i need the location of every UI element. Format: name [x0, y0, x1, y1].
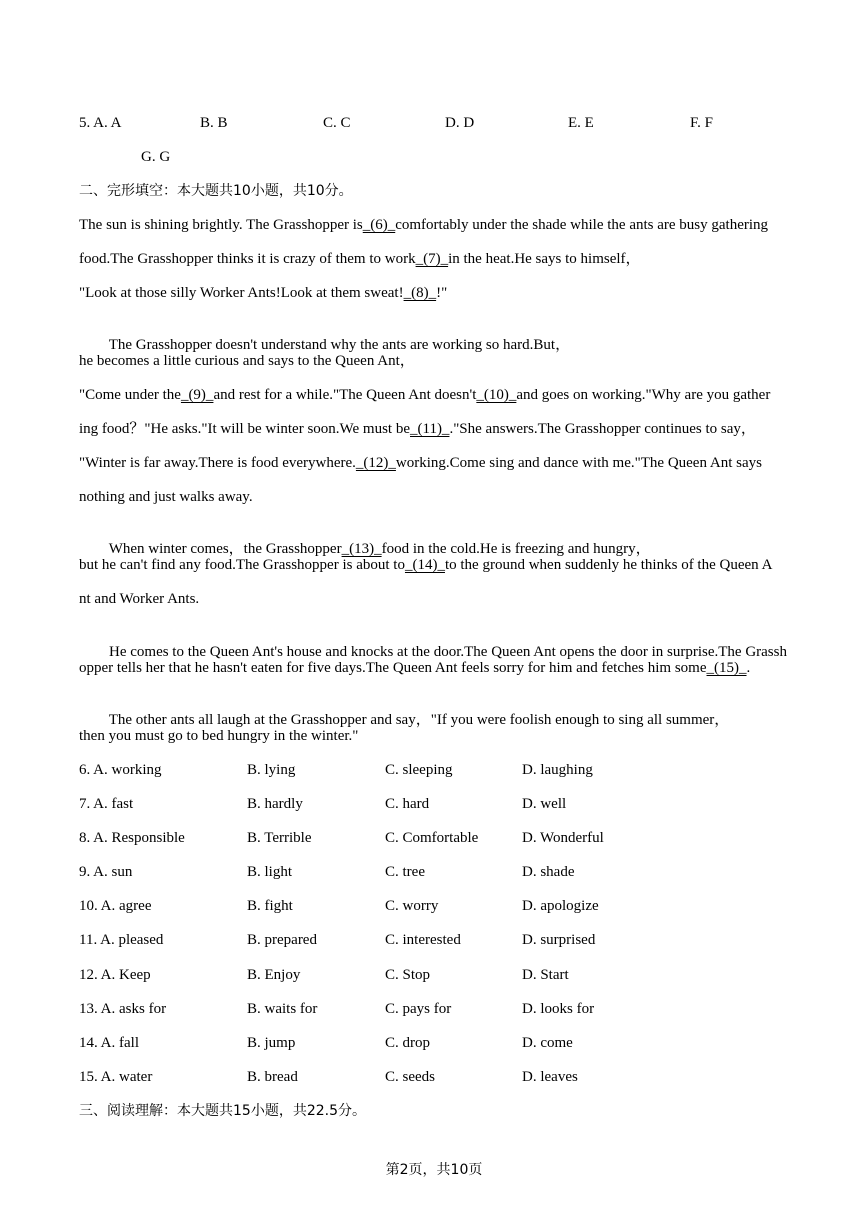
passage-line: When winter comes，the Grasshopper_(13)_food in the cold.He is freezing and hungry， [94, 541, 651, 557]
blank-14: _(14)_ [404, 557, 445, 573]
blank-11: _(11)_ [410, 421, 450, 437]
q5-option-g: G. G [141, 149, 171, 165]
option-b: B. bread [247, 1069, 298, 1085]
option-a: 8. A. Responsible [79, 830, 185, 846]
q5-option-a: 5. A. A [79, 115, 122, 131]
passage-line: The other ants all laugh at the Grasshopper and say，"If you were foolish enough to sing all summer， [94, 712, 730, 728]
option-d: D. leaves [522, 1069, 578, 1085]
blank-7: _(7)_ [415, 251, 449, 267]
passage-line: The sun is shining brightly. The Grasshopper is_(6)_comfortably under the shade while the ants are busy gathering [79, 217, 769, 233]
option-c: C. drop [385, 1035, 430, 1051]
option-a: 6. A. working [79, 762, 162, 778]
blank-6: _(6)_ [362, 217, 396, 233]
option-c: C. interested [385, 932, 461, 948]
q5-option-e: E. E [568, 115, 594, 131]
option-d: D. come [522, 1035, 573, 1051]
passage-line: He comes to the Queen Ant's house and knocks at the door.The Queen Ant opens the door in surprise.The Grassh [94, 644, 787, 660]
option-d: D. apologize [522, 898, 599, 914]
options-row-14 [79, 1034, 799, 1052]
options-row-8 [79, 829, 799, 847]
passage-line: nothing and just walks away. [79, 489, 253, 505]
passage-line: "Come under the_(9)_and rest for a while."The Queen Ant doesn't_(10)_and goes on working."Why are you gather [79, 387, 771, 403]
option-d: D. looks for [522, 1001, 595, 1017]
option-a: 14. A. fall [79, 1035, 139, 1051]
option-b: B. lying [247, 762, 296, 778]
option-b: B. Enjoy [247, 967, 301, 983]
options-row-11 [79, 931, 799, 949]
option-d: D. Start [522, 967, 569, 983]
options-row-13 [79, 1000, 799, 1018]
q5-option-d: D. D [445, 115, 475, 131]
options-row-10 [79, 897, 799, 915]
blank-13: _(13)_ [341, 541, 382, 557]
option-a: 10. A. agree [79, 898, 152, 914]
option-c: C. hard [385, 796, 430, 812]
blank-9: _(9)_ [180, 387, 214, 403]
passage-line: "Winter is far away.There is food everywhere._(12)_working.Come sing and dance with me."The Queen Ant says [79, 455, 762, 471]
passage-line: "Look at those silly Worker Ants!Look at them sweat!_(8)_!" [79, 285, 448, 301]
blank-8: _(8)_ [403, 285, 437, 301]
passage-line: opper tells her that he hasn't eaten for five days.The Queen Ant feels sorry for him and fetches him some_(15)_. [79, 660, 751, 676]
option-a: 13. A. asks for [79, 1001, 167, 1017]
option-c: C. Stop [385, 967, 431, 983]
option-b: B. fight [247, 898, 293, 914]
page-number: 第2页，共10页 [385, 1162, 483, 1178]
options-row-6 [79, 761, 799, 779]
option-c: C. Comfortable [385, 830, 479, 846]
passage-line: but he can't find any food.The Grasshopper is about to_(14)_to the ground when suddenly he thinks of the Queen A [79, 557, 773, 573]
passage-line: then you must go to bed hungry in the winter." [79, 728, 359, 744]
option-c: C. seeds [385, 1069, 435, 1085]
options-row-15 [79, 1068, 799, 1086]
blank-12: _(12)_ [355, 455, 396, 471]
option-b: B. jump [247, 1035, 296, 1051]
option-c: C. worry [385, 898, 439, 914]
option-a: 7. A. fast [79, 796, 134, 812]
option-b: B. light [247, 864, 293, 880]
blank-15: _(15)_ [706, 660, 747, 676]
option-b: B. prepared [247, 932, 317, 948]
section2-heading: 二、完形填空：本大题共10小题，共10分。 [79, 183, 353, 199]
option-d: D. Wonderful [522, 830, 604, 846]
passage-line: ing food？"He asks."It will be winter soon.We must be_(11)_."She answers.The Grasshopper continues to say， [79, 421, 756, 437]
option-d: D. surprised [522, 932, 596, 948]
passage-line: nt and Worker Ants. [79, 591, 200, 607]
option-d: D. shade [522, 864, 575, 880]
section3-heading: 三、阅读理解：本大题共15小题，共22.5分。 [79, 1103, 366, 1119]
option-b: B. Terrible [247, 830, 312, 846]
option-b: B. hardly [247, 796, 303, 812]
option-b: B. waits for [247, 1001, 318, 1017]
option-c: C. pays for [385, 1001, 452, 1017]
options-row-7 [79, 795, 799, 813]
option-a: 9. A. sun [79, 864, 133, 880]
q5-option-f: F. F [690, 115, 713, 131]
options-row-12 [79, 966, 799, 984]
blank-10: _(10)_ [476, 387, 517, 403]
passage-line: The Grasshopper doesn't understand why the ants are working so hard.But， [94, 337, 571, 353]
option-c: C. tree [385, 864, 425, 880]
option-a: 15. A. water [79, 1069, 153, 1085]
passage-line: he becomes a little curious and says to the Queen Ant， [79, 353, 415, 369]
q5-options [79, 114, 799, 132]
option-d: D. well [522, 796, 567, 812]
q5-option-c: C. C [323, 115, 351, 131]
option-a: 11. A. pleased [79, 932, 164, 948]
passage-line: food.The Grasshopper thinks it is crazy of them to work_(7)_in the heat.He says to himself， [79, 251, 641, 267]
option-a: 12. A. Keep [79, 967, 151, 983]
options-row-9 [79, 863, 799, 881]
option-d: D. laughing [522, 762, 593, 778]
q5-option-b: B. B [200, 115, 228, 131]
option-c: C. sleeping [385, 762, 453, 778]
